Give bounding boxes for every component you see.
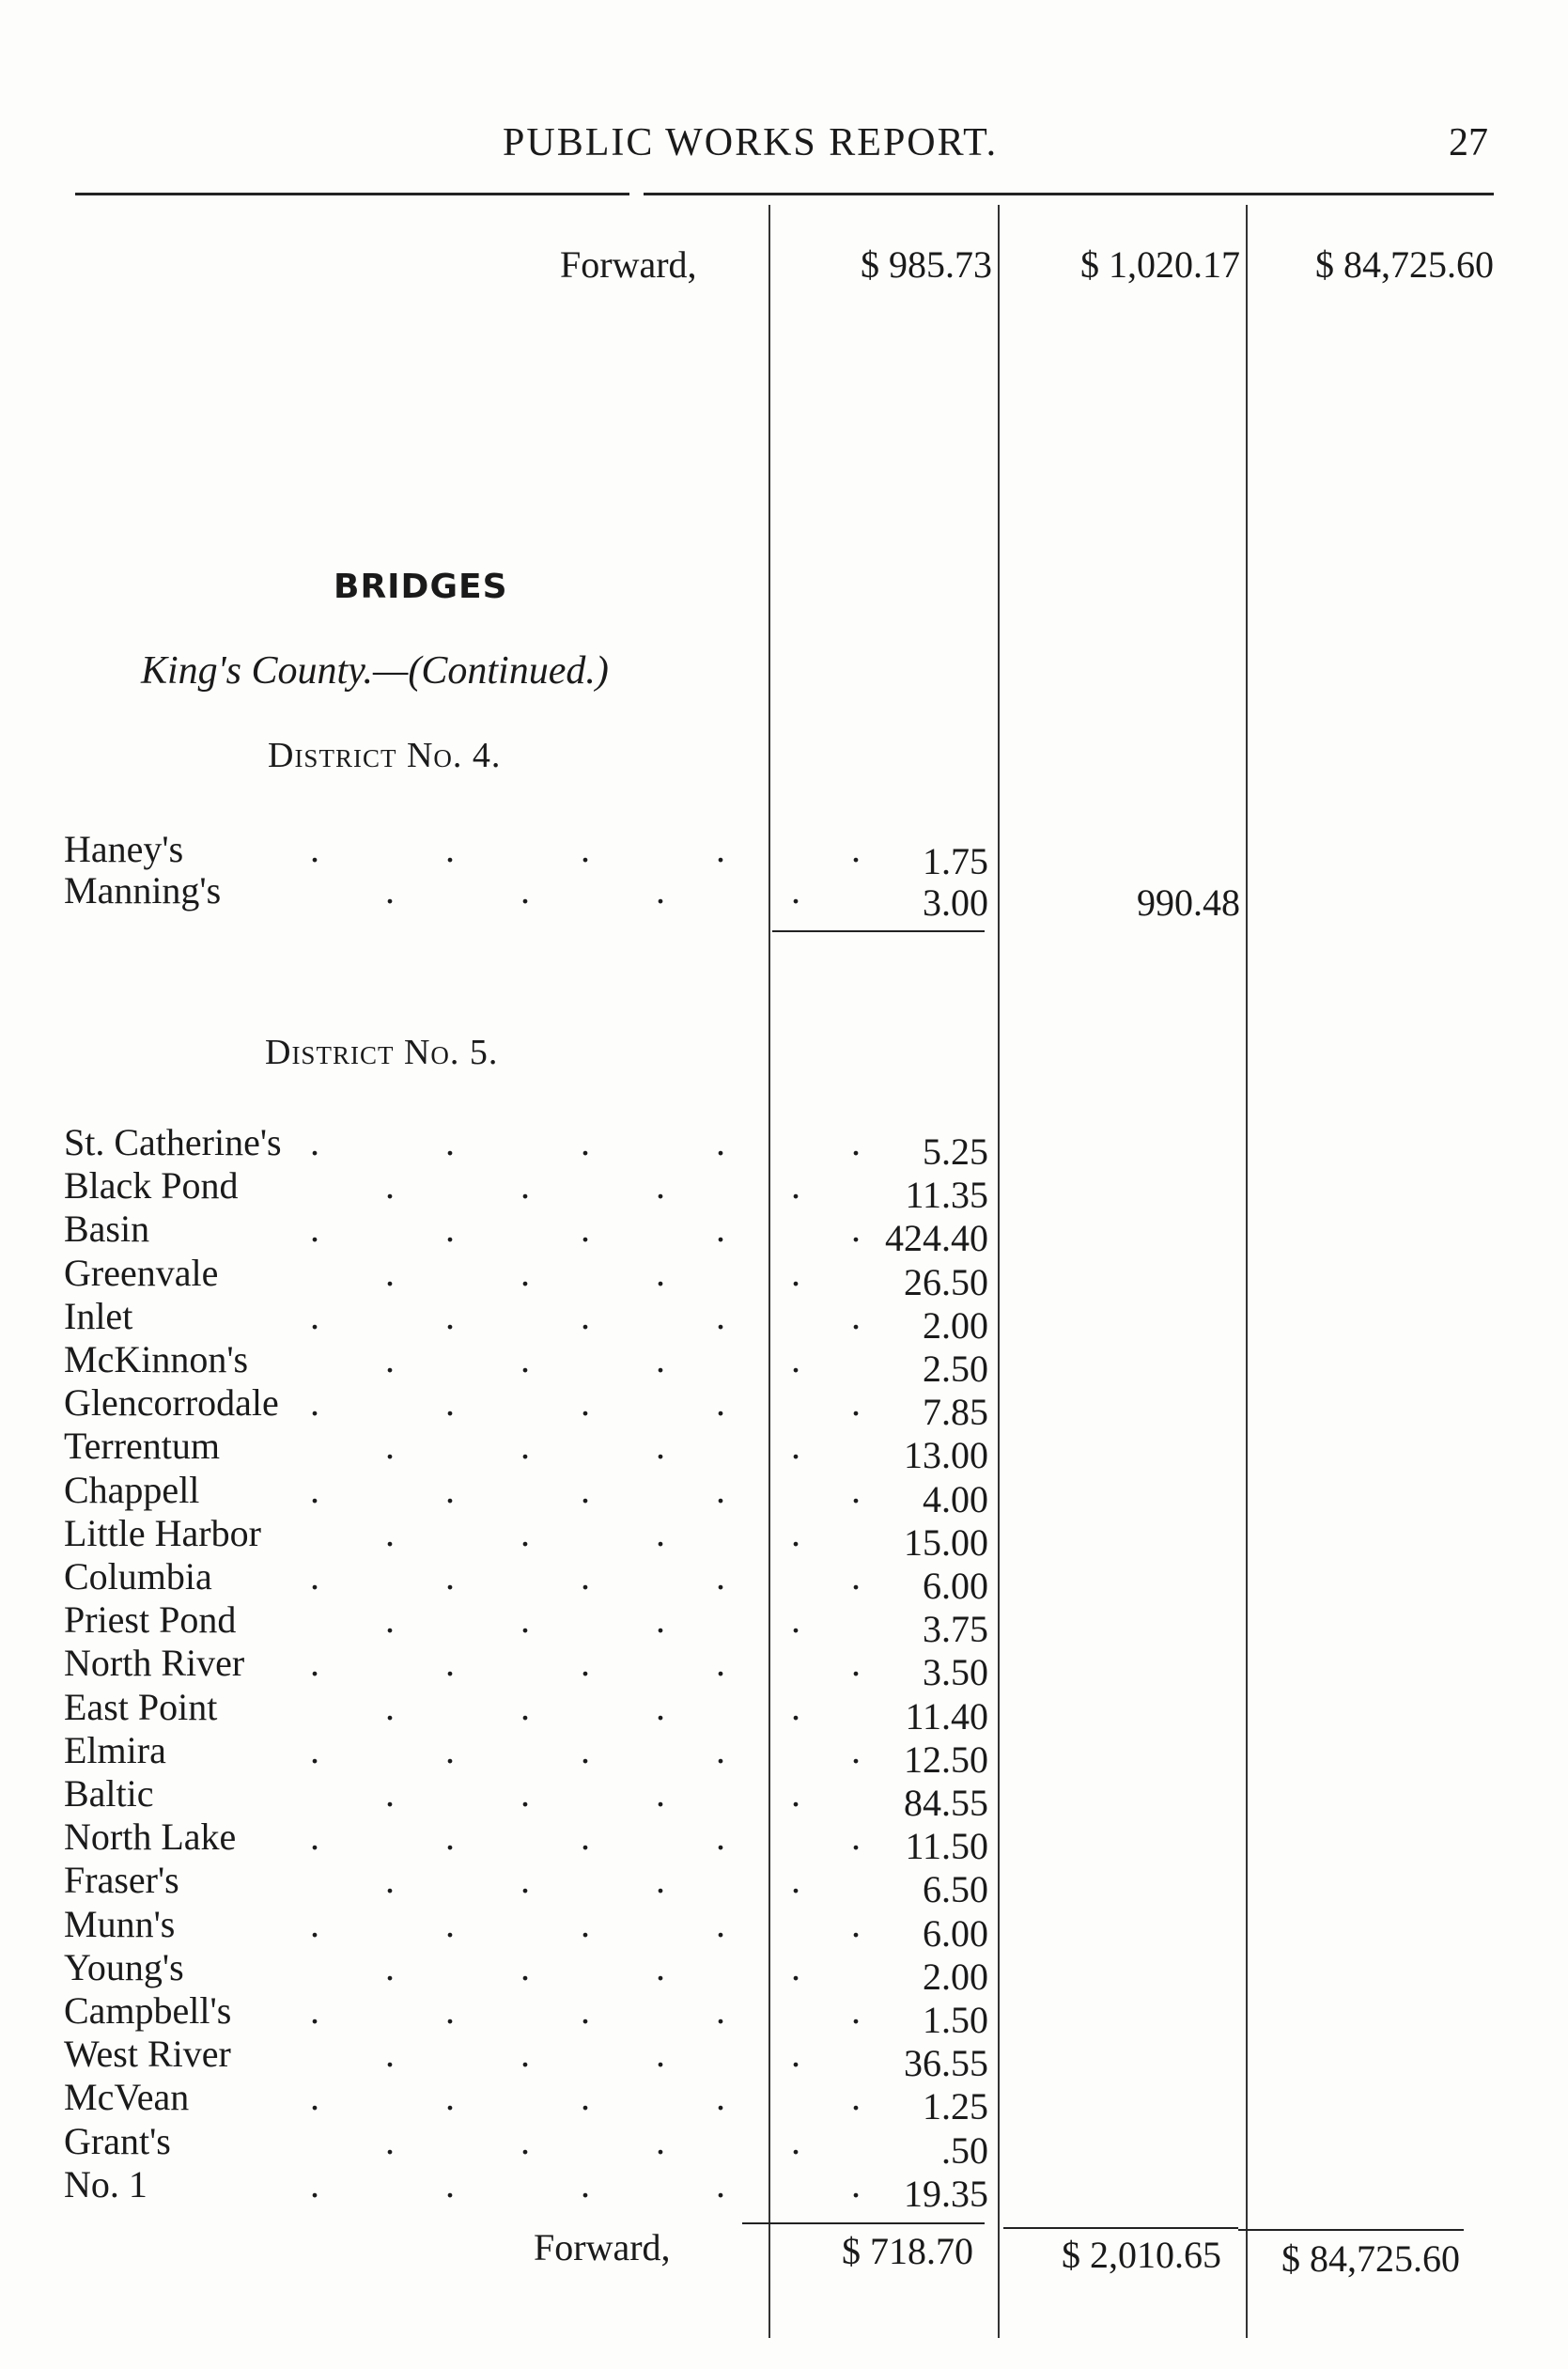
district-5-item: Little Harbor	[64, 1512, 261, 1554]
district-4-title: District No. 4.	[268, 736, 502, 775]
district-5-item: Fraser's	[64, 1859, 179, 1901]
district-5-item: Inlet	[64, 1295, 133, 1337]
district-5-item: North River	[64, 1642, 245, 1684]
district-5-amount: 4.00	[923, 1478, 988, 1520]
district-5-item: Basin	[64, 1208, 150, 1250]
county-heading: King's County.—(Continued.)	[141, 649, 609, 693]
district-5-amount: 2.00	[923, 1956, 988, 1998]
forward-top-col3: $ 84,725.60	[1315, 243, 1494, 286]
district-5-amount: 2.50	[923, 1348, 988, 1390]
leader-dots: . . . .	[385, 1686, 859, 1728]
district-5-item: St. Catherine's	[64, 1121, 282, 1163]
district-5-amount: 7.85	[923, 1391, 988, 1433]
leader-dots: . . . . .	[310, 2163, 919, 2205]
leader-dots: . . . .	[385, 1512, 859, 1554]
header-rule-left	[75, 193, 629, 195]
leader-dots: . . . . .	[310, 1903, 919, 1945]
district-5-item: Terrentum	[64, 1425, 221, 1467]
district-5-amount: 11.50	[905, 1825, 988, 1867]
bottom-sum-rule-2	[1003, 2227, 1238, 2229]
district-4-amount: 3.00	[923, 881, 988, 924]
bottom-sum-rule-3	[1238, 2229, 1464, 2231]
district-4-subtotal: 990.48	[1137, 881, 1240, 924]
district-5-item: Priest Pond	[64, 1598, 237, 1641]
leader-dots: . . . . .	[310, 1989, 919, 2032]
district-5-item: North Lake	[64, 1816, 237, 1858]
header-rule-right	[644, 193, 1494, 195]
leader-dots: . . . . .	[310, 1208, 919, 1250]
district-5-item: McKinnon's	[64, 1338, 249, 1380]
district-5-item: Munn's	[64, 1903, 176, 1945]
leader-dots: . . . .	[385, 1859, 859, 1901]
district-5-item: Black Pond	[64, 1164, 239, 1207]
district-4-item: Haney's	[64, 828, 184, 870]
leader-dots: . . . . .	[310, 1555, 919, 1598]
forward-top-col2: $ 1,020.17	[1080, 243, 1240, 286]
district-5-amount: 5.25	[923, 1130, 988, 1173]
leader-dots: . . . .	[385, 2033, 859, 2075]
district-5-amount: 6.00	[923, 1565, 988, 1607]
district-5-item: Columbia	[64, 1555, 212, 1598]
leader-dots: . . . .	[385, 869, 859, 912]
forward-bottom-col3: $ 84,725.60	[1281, 2237, 1460, 2280]
forward-label-bottom: Forward,	[534, 2226, 671, 2268]
leader-dots: . . . .	[385, 2120, 859, 2162]
district-5-amount: 84.55	[904, 1782, 988, 1824]
district-5-item: Chappell	[64, 1469, 200, 1511]
leader-dots: . . . . .	[310, 1381, 919, 1424]
district-5-amount: 13.00	[904, 1434, 988, 1476]
column-divider-3	[1246, 205, 1248, 2338]
district-5-title: District No. 5.	[265, 1033, 499, 1072]
leader-dots: . . . . .	[310, 1642, 919, 1684]
district-5-item: McVean	[64, 2076, 190, 2118]
page-header-title: PUBLIC WORKS REPORT.	[503, 121, 999, 164]
district-5-amount: 3.50	[923, 1651, 988, 1693]
district-5-amount: 26.50	[904, 1261, 988, 1303]
district-5-item: East Point	[64, 1686, 218, 1728]
forward-bottom-col2: $ 2,010.65	[1062, 2234, 1221, 2276]
leader-dots: . . . . .	[310, 1295, 919, 1337]
district-5-item: Elmira	[64, 1729, 166, 1771]
leader-dots: . . . . .	[310, 1469, 919, 1511]
leader-dots: . . . . .	[310, 1121, 919, 1163]
page-number: 27	[1449, 121, 1488, 164]
section-title: BRIDGES	[334, 568, 508, 606]
district-5-amount: 6.00	[923, 1912, 988, 1955]
district-5-amount: 3.75	[923, 1608, 988, 1650]
district-4-item: Manning's	[64, 869, 222, 912]
district-5-amount: .50	[941, 2129, 988, 2172]
district-5-item: Glencorrodale	[64, 1381, 279, 1424]
district-5-amount: 36.55	[904, 2042, 988, 2084]
district-5-amount: 2.00	[923, 1304, 988, 1347]
district-4-sum-rule	[772, 930, 985, 932]
leader-dots: . . . .	[385, 1946, 859, 1988]
leader-dots: . . . .	[385, 1772, 859, 1815]
district-5-amount: 12.50	[904, 1738, 988, 1781]
forward-label-top: Forward,	[560, 243, 697, 286]
district-5-item: Young's	[64, 1946, 184, 1988]
district-5-amount: 6.50	[923, 1868, 988, 1910]
bottom-sum-rule-1	[742, 2222, 985, 2224]
leader-dots: . . . .	[385, 1252, 859, 1294]
district-5-amount: 15.00	[904, 1521, 988, 1564]
column-divider-2	[998, 205, 1000, 2338]
leader-dots: . . . .	[385, 1164, 859, 1207]
leader-dots: . . . . .	[310, 828, 919, 870]
district-5-item: Grant's	[64, 2120, 171, 2162]
district-4-amount: 1.75	[923, 840, 988, 882]
district-5-item: No. 1	[64, 2163, 147, 2205]
district-5-amount: 19.35	[904, 2173, 988, 2215]
leader-dots: . . . .	[385, 1598, 859, 1641]
district-5-amount: 1.50	[923, 1999, 988, 2041]
leader-dots: . . . .	[385, 1425, 859, 1467]
forward-bottom-col1: $ 718.70	[842, 2230, 973, 2272]
leader-dots: . . . . .	[310, 1729, 919, 1771]
forward-top-col1: $ 985.73	[861, 243, 992, 286]
district-5-item: Greenvale	[64, 1252, 219, 1294]
district-5-item: West River	[64, 2033, 231, 2075]
leader-dots: . . . . .	[310, 1816, 919, 1858]
district-5-amount: 11.40	[905, 1695, 988, 1738]
district-5-amount: 424.40	[885, 1217, 988, 1259]
leader-dots: . . . .	[385, 1338, 859, 1380]
district-5-amount: 11.35	[905, 1174, 988, 1216]
district-5-amount: 1.25	[923, 2085, 988, 2127]
leader-dots: . . . . .	[310, 2076, 919, 2118]
district-5-item: Baltic	[64, 1772, 154, 1815]
district-5-item: Campbell's	[64, 1989, 232, 2032]
